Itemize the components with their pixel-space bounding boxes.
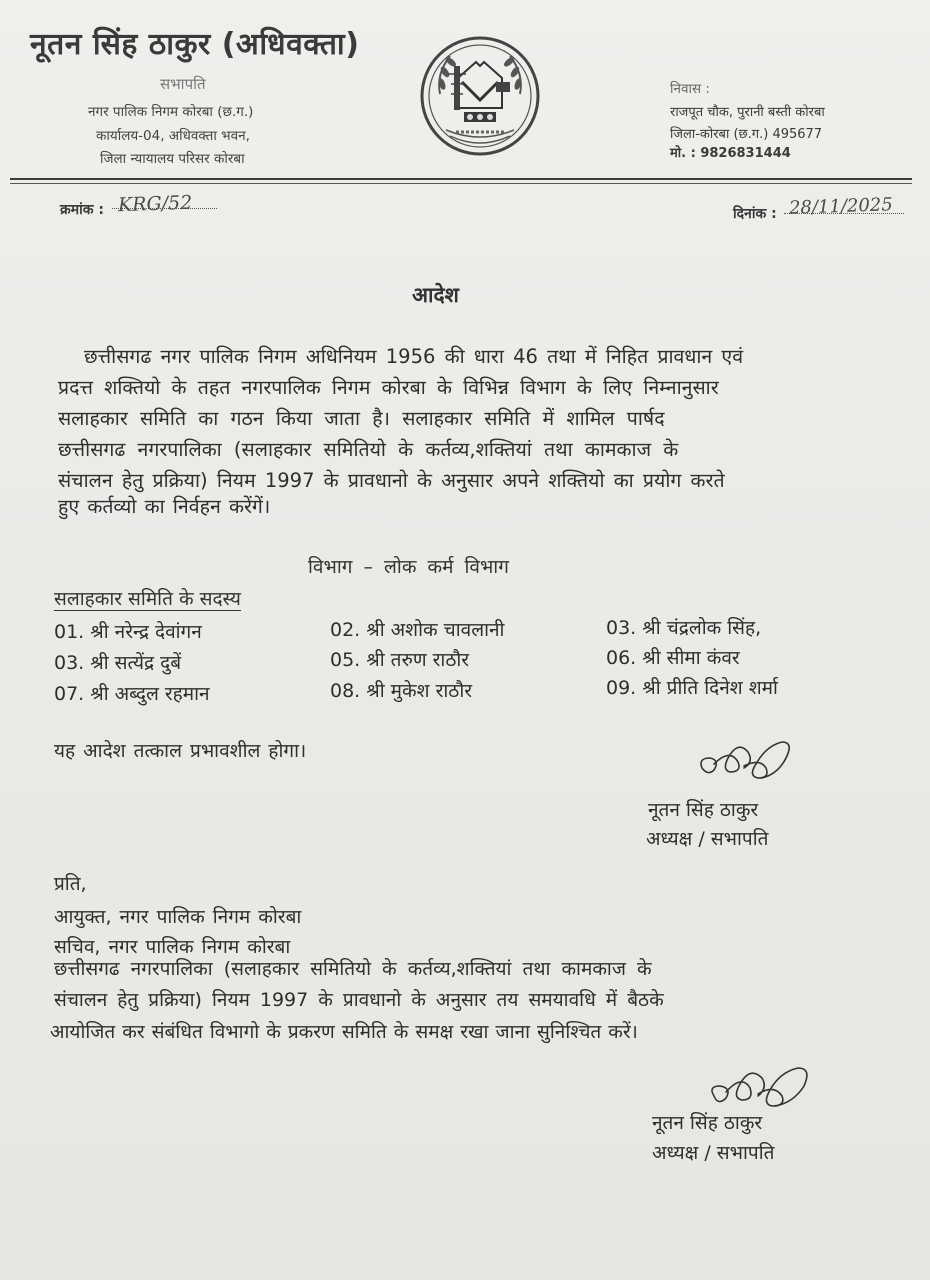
reference-number: KRG/52 — [117, 191, 193, 217]
date-value: 28/11/2025 — [788, 194, 894, 219]
office-address-line: जिला न्यायालय परिसर कोरबा — [100, 151, 245, 167]
body-paragraph-line: हुए कर्तव्यो का निर्वहन करेंगें। — [58, 495, 271, 518]
signatory-designation: अध्यक्ष / सभापति — [646, 828, 769, 850]
residence-label: निवास : — [670, 81, 710, 97]
member-item: 09. श्री प्रीति दिनेश शर्मा — [606, 677, 778, 699]
residence-phone: मो. : 9826831444 — [670, 146, 791, 161]
member-item: 05. श्री तरुण राठौर — [330, 649, 470, 671]
body-paragraph-line: सलाहकार समिति का गठन किया जाता है। सलाहकार समिति में शामिल पार्षद — [58, 407, 665, 430]
signature-image — [690, 728, 800, 788]
member-item: 01. श्री नरेन्द्र देवांगन — [54, 621, 202, 643]
effective-statement: यह आदेश तत्काल प्रभावशील होगा। — [54, 740, 307, 762]
residence-address-line: जिला-कोरबा (छ.ग.) 495677 — [670, 127, 823, 142]
letterhead-divider — [10, 178, 912, 180]
members-heading: सलाहकार समिति के सदस्य — [54, 588, 241, 610]
copy-to-line: छत्तीसगढ नगरपालिका (सलाहकार समितियो के कर्तव्य,शक्तियां तथा कामकाज के — [54, 958, 652, 980]
signatory-designation: अध्यक्ष / सभापति — [652, 1142, 775, 1164]
member-item: 02. श्री अशोक चावलानी — [330, 619, 505, 641]
copy-to-label: प्रति, — [54, 873, 87, 895]
member-item: 07. श्री अब्दुल रहमान — [54, 683, 210, 705]
member-item: 08. श्री मुकेश राठौर — [330, 680, 473, 702]
office-address-line: नगर पालिक निगम कोरबा (छ.ग.) — [88, 104, 254, 120]
letterhead-role: सभापति — [160, 75, 206, 93]
member-item: 06. श्री सीमा कंवर — [606, 647, 740, 669]
signatory-name: नूतन सिंह ठाकुर — [648, 799, 759, 821]
date-label: दिनांक : — [733, 206, 777, 222]
reference-label: क्रमांक : — [60, 202, 104, 218]
signatory-name: नूतन सिंह ठाकुर — [652, 1112, 763, 1134]
signature-image — [700, 1056, 820, 1114]
seal-icon — [418, 34, 542, 158]
copy-to-line: आयुक्त, नगर पालिक निगम कोरबा — [54, 906, 302, 928]
copy-to-line: आयोजित कर संबंधित विभागो के प्रकरण समिति के समक्ष रखा जाना सुनिश्चित करें। — [50, 1021, 638, 1043]
body-paragraph-line: संचालन हेतु प्रक्रिया) नियम 1997 के प्रावधानो के अनुसार अपने शक्तियो का प्रयोग करते — [58, 469, 725, 492]
order-title: आदेश — [412, 283, 459, 307]
department-heading: विभाग – लोक कर्म विभाग — [308, 556, 509, 578]
body-paragraph-line: छत्तीसगढ नगर पालिक निगम अधिनियम 1956 की धारा 46 तथा में निहित प्रावधान एवं — [84, 345, 744, 368]
copy-to-line: सचिव, नगर पालिक निगम कोरबा — [54, 936, 291, 958]
body-paragraph-line: प्रदत्त शक्तियो के तहत नगरपालिक निगम कोरबा के विभिन्न विभाग के लिए निम्नानुसार — [58, 376, 719, 399]
member-item: 03. श्री चंद्रलोक सिंह, — [606, 617, 762, 639]
letterhead-name: नूतन सिंह ठाकुर (अधिवक्ता) — [30, 27, 360, 62]
copy-to-line: संचालन हेतु प्रक्रिया) नियम 1997 के प्रावधानो के अनुसार तय समयावधि में बैठके — [54, 989, 664, 1011]
member-item: 03. श्री सत्येंद्र दुबें — [54, 652, 182, 674]
residence-address-line: राजपूत चौक, पुरानी बस्ती कोरबा — [670, 105, 825, 120]
office-address-line: कार्यालय-04, अधिवक्ता भवन, — [96, 128, 250, 144]
body-paragraph-line: छत्तीसगढ नगरपालिका (सलाहकार समितियो के कर्तव्य,शक्तियां तथा कामकाज के — [58, 438, 679, 461]
letterhead-divider — [10, 183, 912, 184]
